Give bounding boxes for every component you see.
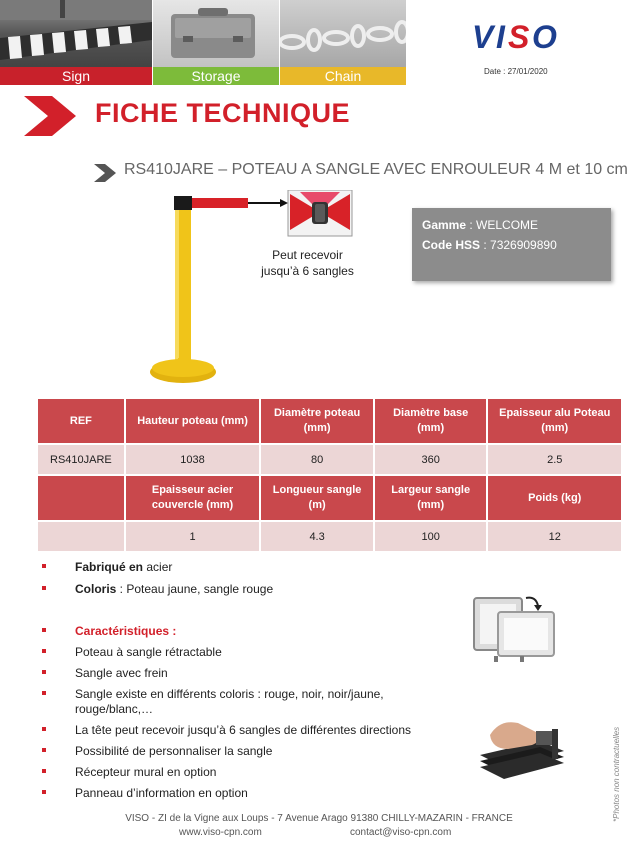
svg-text:I: I <box>496 19 506 54</box>
feature-text: Poteau à sangle rétractable <box>75 645 222 659</box>
spec-table <box>36 397 623 553</box>
banner-chain <box>280 0 406 85</box>
subtitle-chevron-icon <box>94 164 118 182</box>
banner-storage-label: Storage <box>153 67 279 85</box>
hss-label: Code HSS <box>422 238 481 252</box>
table-header-cell: Diamètre poteau (mm) <box>260 398 374 444</box>
colors-value: : Poteau jaune, sangle rouge <box>116 582 274 596</box>
bullet-icon <box>42 769 46 773</box>
info-panel-photo <box>468 592 564 664</box>
characteristics-title: Caractéristiques : <box>75 624 177 638</box>
table-cell: 1 <box>125 521 260 552</box>
feature-text: Possibilité de personnaliser la sangle <box>75 744 273 758</box>
bullet-icon <box>42 748 46 752</box>
list-item <box>42 645 462 660</box>
gamme-value: : WELCOME <box>466 218 539 232</box>
table-cell: 80 <box>260 444 374 475</box>
table-header-row <box>37 398 622 444</box>
gamme-label: Gamme <box>422 218 467 232</box>
svg-text:V: V <box>472 19 495 54</box>
hss-value: : 7326909890 <box>480 238 557 252</box>
table-cell: 4.3 <box>260 521 374 552</box>
list-item <box>42 687 462 717</box>
feature-list <box>42 560 462 801</box>
banner-storage <box>153 0 279 85</box>
post-head <box>174 196 192 210</box>
range-info-box <box>412 208 611 281</box>
bullet-icon <box>42 670 46 674</box>
list-item <box>42 666 462 681</box>
table-cell: 2.5 <box>487 444 622 475</box>
table-header-row <box>37 475 622 521</box>
strap-capacity-caption <box>240 247 375 279</box>
footer-website-link[interactable]: www.viso-cpn.com <box>179 827 262 838</box>
material-value: acier <box>143 560 173 574</box>
table-header-cell: Epaisseur acier couvercle (mm) <box>125 475 260 521</box>
photos-disclaimer: *Photos non contractuelles <box>612 726 621 822</box>
bullet-icon <box>42 790 46 794</box>
feature-text: Panneau d’information en option <box>75 786 248 800</box>
list-item <box>42 744 462 759</box>
table-cell: 12 <box>487 521 622 552</box>
svg-text:S: S <box>508 19 531 54</box>
table-header-cell: Largeur sangle (mm) <box>374 475 488 521</box>
product-subtitle: RS410JARE – POTEAU A SANGLE AVEC ENROULEUR 4 M et 10 cm <box>124 161 628 178</box>
table-header-cell: Longueur sangle (m) <box>260 475 374 521</box>
list-item <box>42 723 462 738</box>
red-strap <box>192 198 248 208</box>
list-item-colors <box>42 582 462 597</box>
list-item <box>42 765 462 780</box>
feature-text: La tête peut recevoir jusqu’à 6 sangles de différentes directions <box>75 723 411 737</box>
page-title: FICHE TECHNIQUE <box>95 98 351 128</box>
table-cell: 1038 <box>125 444 260 475</box>
footer-address: VISO - ZI de la Vigne aux Loups - 7 Avenue Arago 91380 CHILLY-MAZARIN - FRANCE <box>125 813 513 824</box>
colors-label: Coloris <box>75 582 117 596</box>
feature-text: Sangle avec frein <box>75 666 168 680</box>
hss-line <box>422 235 601 255</box>
caption-line-1: Peut recevoir <box>272 248 343 262</box>
banner-chain-label: Chain <box>280 67 406 85</box>
table-header-cell: REF <box>37 398 125 444</box>
svg-text:O: O <box>532 19 558 54</box>
product-illustration <box>140 190 360 390</box>
table-header-cell: Hauteur poteau (mm) <box>125 398 260 444</box>
table-row <box>37 444 622 475</box>
title-chevron-icon <box>24 96 80 136</box>
viso-logo-mark <box>470 18 582 54</box>
feature-text: Récepteur mural en option <box>75 765 217 779</box>
document-date: Date : 27/01/2020 <box>484 67 548 76</box>
table-cell: 100 <box>374 521 488 552</box>
table-header-cell <box>37 475 125 521</box>
footer-email-link[interactable]: contact@viso-cpn.com <box>350 827 452 838</box>
table-cell <box>37 521 125 552</box>
table-cell: RS410JARE <box>37 444 125 475</box>
table-header-cell: Epaisseur alu Poteau (mm) <box>487 398 622 444</box>
banner-sign-label: Sign <box>0 67 152 85</box>
bullet-icon <box>42 727 46 731</box>
viso-logo <box>470 18 582 63</box>
bullet-icon <box>42 564 46 568</box>
caption-line-2: jusqu’à 6 sangles <box>261 264 354 278</box>
bullet-icon <box>42 691 46 695</box>
table-cell: 360 <box>374 444 488 475</box>
list-item-characteristics-title <box>42 624 462 639</box>
list-item <box>42 786 462 801</box>
strap-brake-photo <box>480 705 564 785</box>
bullet-icon <box>42 649 46 653</box>
banner-sign <box>0 0 152 85</box>
table-row <box>37 521 622 552</box>
bullet-icon <box>42 628 46 632</box>
bullet-icon <box>42 586 46 590</box>
gamme-line <box>422 215 601 235</box>
material-label: Fabriqué en <box>75 560 144 574</box>
list-item-material <box>42 560 462 575</box>
table-header-cell: Diamètre base (mm) <box>374 398 488 444</box>
feature-text: Sangle existe en différents coloris : rouge, noir, noir/jaune, rouge/blanc,… <box>75 687 384 716</box>
table-header-cell: Poids (kg) <box>487 475 622 521</box>
